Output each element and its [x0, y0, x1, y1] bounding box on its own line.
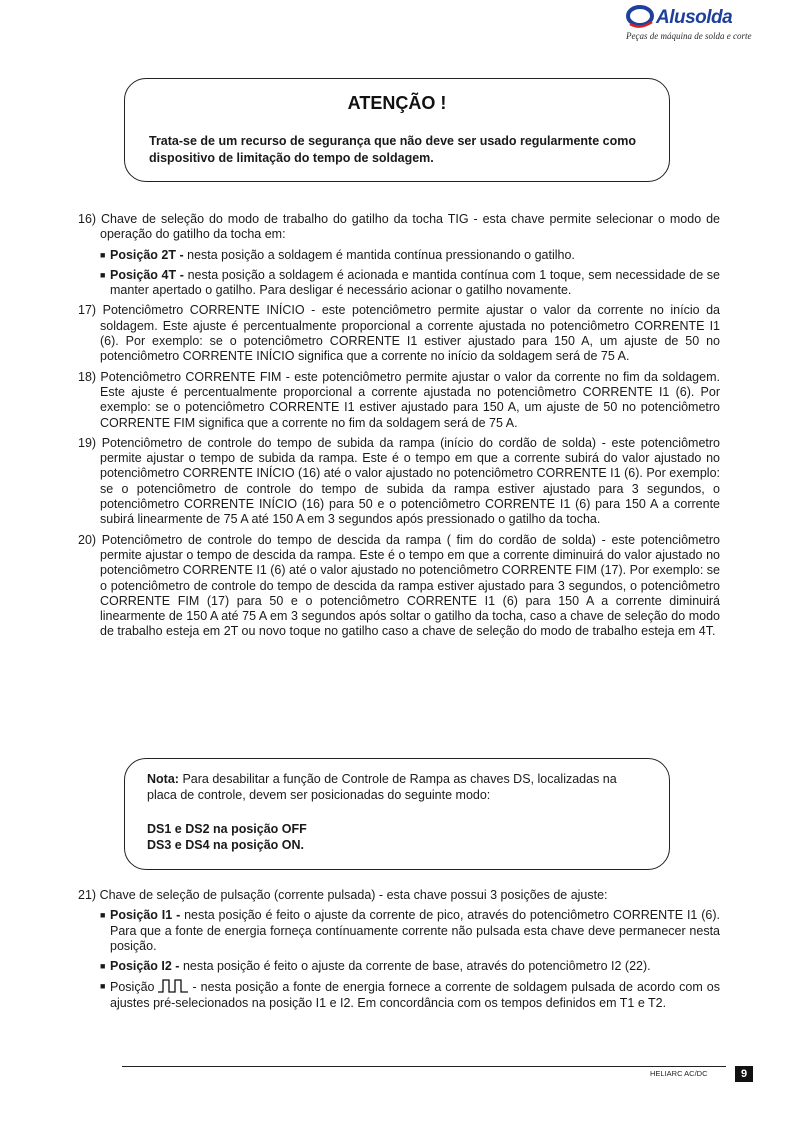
option-text: nesta posição a fonte de energia fornece a corrente de soldagem pulsada de acordo com os ajustes pré-selecionados na posição I1 e I2. Em concordância com os tempos definidos em T1 e T2.	[110, 980, 720, 1010]
footer-product-label: HELIARC AC/DC	[650, 1069, 708, 1078]
item-16-number: 16)	[78, 212, 97, 226]
list-item	[100, 268, 720, 299]
footer-divider	[122, 1066, 726, 1067]
item-16-text: esta chave permite selecionar o modo de operação do gatilho da tocha em:	[100, 212, 720, 242]
option-text: nesta posição a soldagem é mantida contínua pressionando o gatilho.	[187, 247, 575, 262]
item-21-text: esta chave possui 3 posições de ajuste:	[386, 888, 608, 902]
page-number: 9	[735, 1066, 753, 1082]
option-text: nesta posição a soldagem é acionada e mantida contínua com 1 toque, sem necessidade de se manter apertado o gatilho. Para desligar é necessário acionar o gatilho novamente.	[110, 267, 720, 298]
note-box	[124, 758, 670, 870]
note-switch-settings	[147, 821, 307, 853]
bullet-icon: ■	[100, 269, 106, 280]
attention-text: Trata-se de um recurso de segurança que não deve ser usado regularmente como dispositivo de limitação do tempo de soldagem.	[149, 134, 636, 165]
list-item	[100, 959, 720, 974]
option-label: Posição 2T -	[110, 247, 184, 262]
option-label: Posição I2 -	[110, 959, 180, 974]
list-item	[100, 979, 720, 1011]
item-18-number: 18)	[78, 369, 97, 384]
option-text: nesta posição é feito o ajuste da corrente de pico, através do potenciômetro CORRENTE I1 (6). Para que a fonte de energia forneça contínuamente corrente não pulsada esta chave deve permanecer nesta posição.	[110, 908, 720, 953]
option-dash: -	[192, 980, 197, 995]
item-21	[78, 888, 720, 1016]
item-21-number: 21)	[78, 888, 97, 902]
attention-title: ATENÇÃO !	[347, 93, 447, 113]
bullet-icon: ■	[100, 961, 106, 972]
item-20-title: Potenciômetro de controle do tempo de descida da rampa ( fim do cordão de solda) -	[101, 532, 606, 547]
item-16-paragraph	[78, 212, 720, 243]
brand-logo	[626, 4, 750, 44]
attention-box	[124, 78, 670, 182]
item-21-paragraph	[78, 888, 720, 903]
option-text: nesta posição é feito o ajuste da corrente de base, através do potenciômetro I2 (22).	[182, 959, 651, 974]
bullet-icon: ■	[100, 981, 106, 992]
item-17-text: este potenciômetro permite ajustar o valor da corrente no início da soldagem. Este ajuste é percentualmente proporcional a corrente ajustada no potenciômetro CORRENTE I1 (6). Por exemplo: se o potenciômetro CORRENTE I1 estiver ajustado para 150 A, um ajuste de 50 no potenciômetro CORRENTE INÍCIO significa que a corrente no início da soldagem será de 75 A.	[100, 303, 720, 364]
item-18-text: este potenciômetro permite ajustar o valor da corrente no fim da soldagem. Este ajuste é percentualmente proporcional a corrente ajustada no potenciômetro CORRENTE I1 (6). Por exemplo: se o potenciômetro CORRENTE I1 estiver ajustado para 150 A, um ajuste de 50 no potenciômetro CORRENTE FIM significa que a corrente no fim da soldagem será de 75 A.	[100, 369, 720, 430]
note-label: Nota:	[147, 772, 179, 786]
brand-name: Alusolda	[656, 7, 733, 28]
item-16	[78, 212, 720, 298]
note-line-1: DS1 e DS2 na posição OFF	[147, 822, 307, 836]
item-21-title: Chave de seleção de pulsação (corrente pulsada) -	[99, 888, 384, 902]
bullet-icon: ■	[100, 249, 106, 260]
pulse-waveform-icon	[158, 979, 188, 993]
item-18	[78, 370, 720, 431]
item-17-number: 17)	[78, 303, 97, 318]
item-17-title: Potenciômetro CORRENTE INÍCIO -	[102, 303, 316, 318]
brand-tagline: Peças de máquina de solda e corte	[626, 31, 752, 41]
item-19-title: Potenciômetro de controle do tempo de subida da rampa (início do cordão de solda) -	[101, 435, 606, 450]
note-text	[147, 771, 647, 803]
item-19	[78, 436, 720, 528]
item-20-text: este potenciômetro permite ajustar o tempo de descida da rampa. Este é o tempo em que a corrente diminuirá do valor ajustado no potenciômetro CORRENTE I1 (6) até o valor ajustado no potenciômetro CORRENTE FIM (17). Por exemplo: se o potenciômetro de controle do tempo de descida da rampa estiver ajustado para 3 segundos, o potenciômetro CORRENTE FIM (17) para 50 e o potenciômetro CORRENTE I1 (6) para 150 A a corrente diminuirá linearmente de 150 A até 75 A em 3 segundos após soltar o gatilho da tocha, caso a chave de seleção do modo de trabalho esteja em 2T ou novo toque no gatilho caso a chave de seleção do modo de trabalho esteja em 4T.	[100, 532, 720, 639]
item-19-number: 19)	[78, 435, 97, 450]
note-body: Para desabilitar a função de Controle de Rampa as chaves DS, localizadas na placa de controle, devem ser posicionadas do seguinte modo:	[147, 772, 617, 802]
alusolda-logo-icon	[626, 4, 656, 30]
list-item	[100, 908, 720, 954]
bullet-icon: ■	[100, 910, 106, 921]
instructions-list	[78, 212, 720, 645]
option-label: Posição 4T -	[110, 267, 184, 282]
item-20-number: 20)	[78, 532, 97, 547]
note-line-2: DS3 e DS4 na posição ON.	[147, 838, 304, 852]
option-label: Posição I1 -	[110, 908, 181, 923]
item-20	[78, 533, 720, 640]
item-16-options	[78, 248, 720, 299]
item-17	[78, 303, 720, 364]
item-19-text: este potenciômetro permite ajustar o tempo de subida da rampa. Este é o tempo em que a corrente subirá do valor ajustado no potenciômetro CORRENTE INÍCIO (16) até o valor ajustado no potenciômetro CORRENTE I1 (6). Por exemplo: se o potenciômetro de controle do tempo de subida da rampa estiver ajustado para 3 segundos, o potenciômetro CORRENTE INÍCIO (16) para 50 e o potenciômetro CORRENTE I1 (6) para 150 A a corrente subirá linearmente de 75 A até 150 A em 3 segundos após pressionado o gatilho da tocha.	[100, 435, 720, 527]
item-21-options	[78, 908, 720, 1011]
option-label: Posição	[110, 980, 155, 995]
item-18-title: Potenciômetro CORRENTE FIM -	[100, 369, 290, 384]
list-item	[100, 248, 720, 263]
item-16-title: Chave de seleção do modo de trabalho do gatilho da tocha TIG -	[101, 212, 478, 226]
